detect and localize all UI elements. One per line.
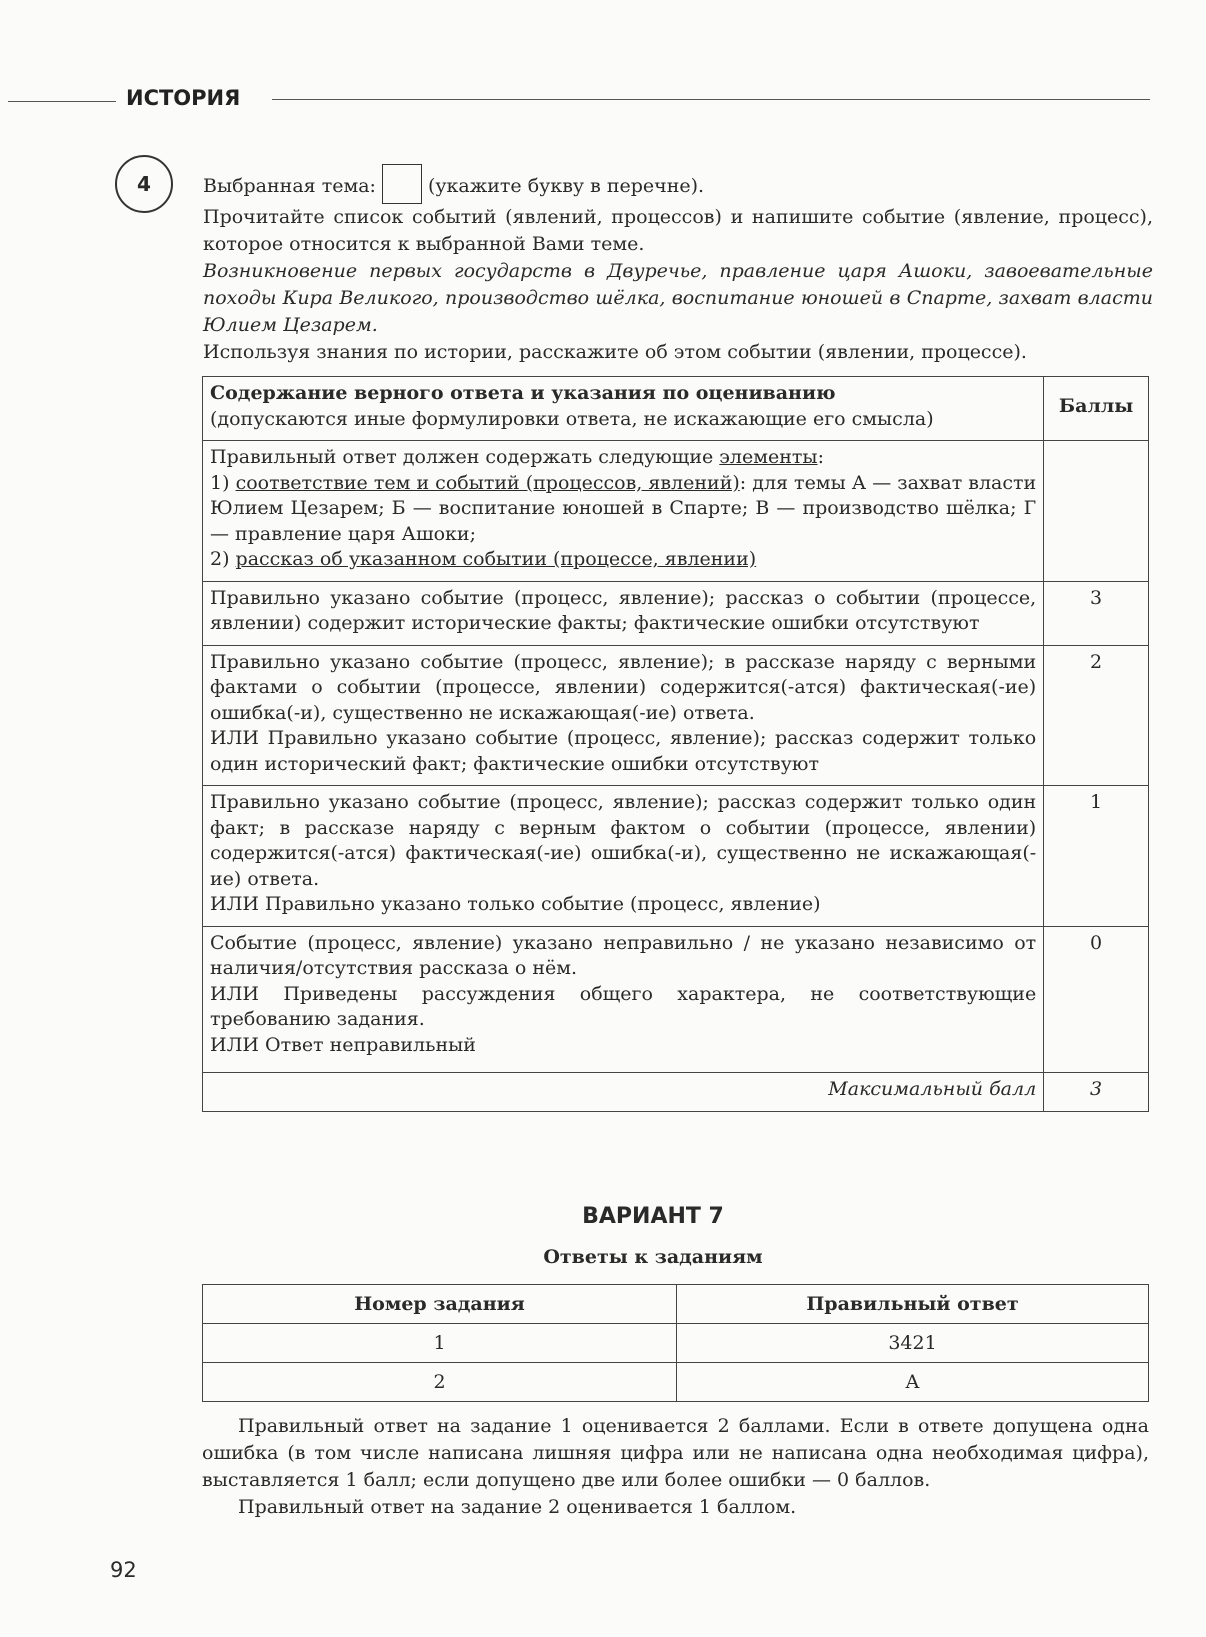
item-1-text: : для темы А — захват власти Юлием Цезарем; Б — воспитание юношей в Спарте; В — производство шёлка; Г — правление царя Ашоки;	[210, 471, 1037, 545]
header-rule-left	[8, 101, 116, 102]
criteria-elements-points	[1044, 441, 1149, 582]
answers-header-answer: Правильный ответ	[677, 1285, 1149, 1324]
answer-value: 3421	[677, 1324, 1149, 1363]
criteria-row-points: 3	[1044, 581, 1149, 645]
criteria-header-line2: (допускаются иные формулировки ответа, не искажающие его смысла)	[210, 407, 934, 430]
elements-intro-underlined: элементы	[719, 446, 818, 468]
criteria-header-content	[203, 377, 1044, 441]
variant-title: ВАРИАНТ 7	[582, 1204, 724, 1229]
scoring-note-1: Правильный ответ на задание 1 оценивается 2 баллами. Если в ответе допущена одна ошибка (в том числе написана лишняя цифра или не написана одна необходимая цифра), выставляется 1 балл; если допущено две или более ошибки — 0 баллов.	[202, 1415, 1149, 1491]
criteria-header-row	[203, 377, 1149, 441]
criteria-row	[203, 926, 1149, 1073]
task-number-badge: 4	[115, 155, 173, 213]
criteria-table	[202, 376, 1149, 1112]
criteria-row-text-part: Правильно указано событие (процесс, явление); в рассказе наряду с верными фактами о событии (процессе, явлении) содержится(-атся) фактическая(-ие) ошибка(-и), существенно не искажающая(-ие) ответа.	[210, 650, 1037, 724]
header-rule-right	[272, 99, 1150, 100]
page-number: 92	[110, 1558, 137, 1582]
answers-title: Ответы к заданиям	[543, 1246, 763, 1268]
criteria-max-row	[203, 1073, 1149, 1112]
criteria-row-text-part: ИЛИ Правильно указано только событие (процесс, явление)	[210, 893, 821, 915]
task-instruction: Прочитайте список событий (явлений, процессов) и напишите событие (явление, процесс), которое относится к выбранной Вами теме.	[203, 206, 1153, 255]
elements-item-2	[210, 547, 1036, 573]
criteria-row	[203, 786, 1149, 927]
elements-intro-colon: :	[817, 446, 824, 468]
answers-table	[202, 1284, 1149, 1402]
topic-line	[203, 164, 1153, 200]
event-list: Возникновение первых государств в Двуречье, правление царя Ашоки, завоевательные походы Кира Великого, производство шёлка, воспитание юношей в Спарте, захват власти Юлием Цезарем.	[203, 260, 1153, 336]
criteria-row-points: 1	[1044, 786, 1149, 927]
max-score-value: 3	[1044, 1073, 1149, 1112]
criteria-row-text: Правильно указано событие (процесс, явление); рассказ о событии (процессе, явлении) содержит исторические факты; фактические ошибки отсутствуют	[203, 581, 1044, 645]
criteria-elements	[203, 441, 1044, 582]
criteria-row	[203, 645, 1149, 786]
criteria-row-text	[203, 786, 1044, 927]
criteria-row-text-part: ИЛИ Правильно указано событие (процесс, явление); рассказ содержит только один исторический факт; фактические ошибки отсутствуют	[210, 727, 1037, 775]
table-row	[203, 1324, 1149, 1363]
criteria-row-text-part: Событие (процесс, явление) указано неправильно / не указано независимо от наличия/отсутствия рассказа о нём.	[210, 931, 1037, 979]
criteria-header-points: Баллы	[1044, 377, 1149, 441]
item-2-underlined: рассказ об указанном событии (процессе, явлении)	[235, 548, 757, 570]
task-question: Используя знания по истории, расскажите об этом событии (явлении, процессе).	[203, 341, 1027, 363]
criteria-row-points: 2	[1044, 645, 1149, 786]
task-4-text	[203, 164, 1153, 366]
answer-value: А	[677, 1363, 1149, 1402]
criteria-elements-row	[203, 441, 1149, 582]
elements-item-1	[210, 471, 1036, 548]
answers-header-row	[203, 1285, 1149, 1324]
answer-task-number: 2	[203, 1363, 677, 1402]
item-1-number: 1)	[210, 471, 236, 494]
max-score-label: Максимальный балл	[203, 1073, 1044, 1112]
criteria-row-text	[203, 926, 1044, 1073]
criteria-row	[203, 581, 1149, 645]
elements-intro	[210, 445, 1036, 471]
answer-task-number: 1	[203, 1324, 677, 1363]
criteria-row-points: 0	[1044, 926, 1149, 1073]
criteria-row-text-part: Правильно указано событие (процесс, явление); рассказ содержит только один факт; в рассказе наряду с верным фактом о событии (процессе, явлении) содержится(-атся) фактическая(-ие) ошибка(-и), существенно не искажающая(-ие) ответа.	[210, 791, 1037, 890]
criteria-row-text	[203, 645, 1044, 786]
item-2-number: 2)	[210, 548, 236, 570]
criteria-row-text-part: ИЛИ Ответ неправильный	[210, 1033, 476, 1056]
scoring-note-2: Правильный ответ на задание 2 оценивается 1 баллом.	[238, 1496, 797, 1518]
scoring-notes	[202, 1413, 1149, 1521]
topic-suffix: (укажите букву в перечне).	[427, 175, 705, 197]
subject-title: ИСТОРИЯ	[126, 86, 241, 110]
item-1-underlined: соответствие тем и событий (процессов, явлений)	[235, 471, 740, 494]
answers-header-task: Номер задания	[203, 1285, 677, 1324]
criteria-row-text-part: ИЛИ Приведены рассуждения общего характера, не соответствующие требованию задания.	[210, 982, 1037, 1030]
page-header	[0, 84, 1206, 114]
elements-intro-text: Правильный ответ должен содержать следующие	[210, 446, 720, 468]
criteria-header-line1: Содержание верного ответа и указания по оцениванию	[210, 382, 836, 404]
topic-letter-box[interactable]	[382, 164, 422, 204]
topic-prefix: Выбранная тема:	[203, 175, 376, 197]
table-row	[203, 1363, 1149, 1402]
